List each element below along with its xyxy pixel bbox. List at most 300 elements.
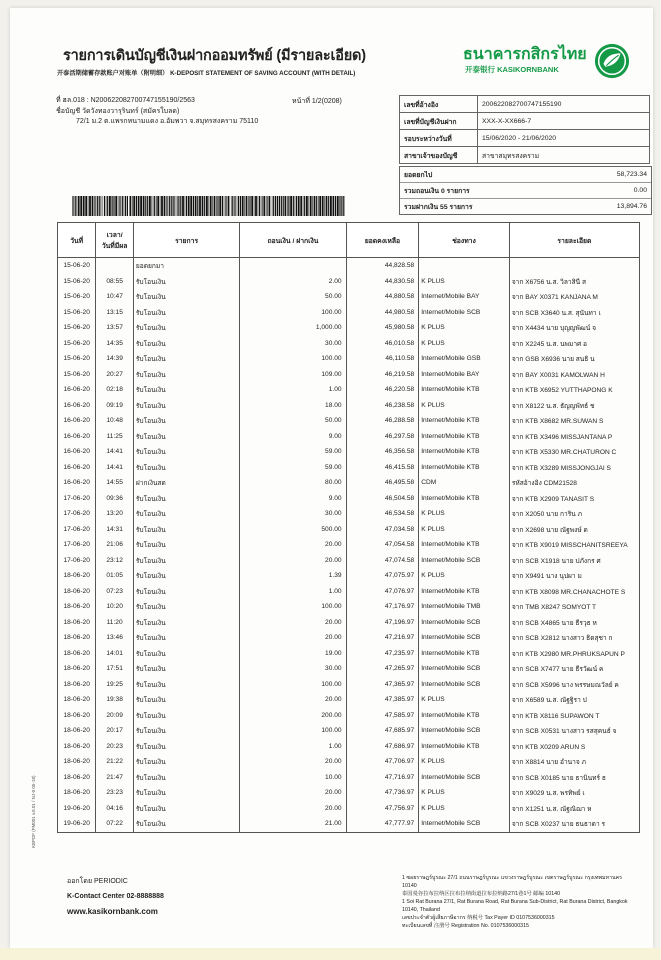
txn-detail: จาก X2050 นาย การิน ภ <box>509 506 639 522</box>
txn-item: รับโอนเงิน <box>133 770 239 786</box>
txn-time: 21:06 <box>96 537 134 553</box>
txn-balance: 47,736.97 <box>346 785 419 801</box>
txn-item: รับโอนเงิน <box>133 398 239 414</box>
txn-item: รับโอนเงิน <box>133 274 239 290</box>
website-link[interactable]: www.kasikornbank.com <box>67 907 158 916</box>
txn-date: 15-06-20 <box>58 274 96 290</box>
barcode-bar <box>224 196 225 216</box>
txn-item: ยอดยกมา <box>133 258 239 274</box>
txn-date: 16-06-20 <box>58 429 96 445</box>
barcode-bar <box>240 196 241 216</box>
txn-date: 18-06-20 <box>58 661 96 677</box>
barcode-bar <box>232 196 233 216</box>
barcode-bar <box>285 196 287 216</box>
barcode-bar <box>171 196 172 216</box>
txn-balance: 46,238.58 <box>346 398 419 414</box>
barcode-bar <box>269 196 271 216</box>
table-row <box>58 522 640 538</box>
txn-time: 21:22 <box>96 754 134 770</box>
barcode-bar <box>94 196 95 216</box>
txn-amount: 1.00 <box>240 739 346 755</box>
barcode-bar <box>298 196 300 216</box>
txn-item: รับโอนเงิน <box>133 646 239 662</box>
table-row <box>58 661 640 677</box>
txn-detail: จาก KTB X3496 MISSJANTANA P <box>509 429 639 445</box>
barcode-bar <box>266 196 267 216</box>
barcode-bar <box>193 196 194 216</box>
info-label: เลขที่บัญชีเงินฝาก <box>400 113 478 130</box>
barcode-bar <box>118 196 119 216</box>
table-row <box>58 444 640 460</box>
barcode-bar <box>167 196 168 216</box>
barcode-bar <box>95 196 96 216</box>
barcode-bar <box>132 196 133 216</box>
barcode-bar <box>101 196 102 216</box>
barcode-bar <box>185 196 186 216</box>
bank-logo <box>463 42 636 84</box>
barcode-bar <box>333 196 335 216</box>
barcode-bar <box>248 196 249 216</box>
table-row <box>58 801 640 817</box>
txn-time: 19:38 <box>96 692 134 708</box>
barcode-bar <box>328 196 329 216</box>
txn-date: 15-06-20 <box>58 320 96 336</box>
column-header: ช่องทาง <box>419 223 510 258</box>
barcode-bar <box>83 196 85 216</box>
txn-channel: K PLUS <box>419 336 510 352</box>
txn-item: รับโอนเงิน <box>133 289 239 305</box>
txn-item: รับโอนเงิน <box>133 351 239 367</box>
txn-detail: จาก KTB X5330 MR.CHATURON C <box>509 444 639 460</box>
barcode-bar <box>160 196 161 216</box>
txn-time: 23:12 <box>96 553 134 569</box>
txn-date: 18-06-20 <box>58 646 96 662</box>
barcode-bar <box>173 196 174 216</box>
txn-balance: 46,534.58 <box>346 506 419 522</box>
statement-page <box>10 8 653 948</box>
txn-time: 14:01 <box>96 646 134 662</box>
txn-amount: 20.00 <box>240 785 346 801</box>
txn-channel: Internet/Mobile TMB <box>419 599 510 615</box>
summary-label: รวมฝากเงิน 55 รายการ <box>404 204 473 211</box>
txn-date: 18-06-20 <box>58 723 96 739</box>
txn-date: 18-06-20 <box>58 708 96 724</box>
txn-amount: 59.00 <box>240 444 346 460</box>
txn-time: 14:31 <box>96 522 134 538</box>
barcode-bar <box>157 196 159 216</box>
txn-time: 09:19 <box>96 398 134 414</box>
barcode-bar <box>99 196 100 216</box>
txn-time: 13:20 <box>96 506 134 522</box>
txn-detail: จาก KTB X2980 MR.PHRUKSAPUN P <box>509 646 639 662</box>
txn-channel: Internet/Mobile SCB <box>419 553 510 569</box>
txn-balance: 47,265.97 <box>346 661 419 677</box>
txn-item: รับโอนเงิน <box>133 553 239 569</box>
barcode-bar <box>330 196 332 216</box>
barcode-bar <box>107 196 108 216</box>
table-row <box>58 537 640 553</box>
barcode-bar <box>176 196 177 216</box>
txn-channel: K PLUS <box>419 801 510 817</box>
barcode-bar <box>195 196 197 216</box>
barcode-bar <box>186 196 187 216</box>
column-header: ยอดคงเหลือ <box>346 223 419 258</box>
barcode-bar <box>343 196 344 216</box>
table-row <box>58 553 640 569</box>
summary-row <box>400 199 651 214</box>
txn-time: 14:55 <box>96 475 134 491</box>
barcode-bar <box>104 196 105 216</box>
txn-time: 02:18 <box>96 382 134 398</box>
barcode-bar <box>261 196 262 216</box>
table-row <box>58 320 640 336</box>
summary-row <box>400 183 651 199</box>
barcode-bar <box>258 196 259 216</box>
table-row <box>58 429 640 445</box>
txn-balance: 47,716.97 <box>346 770 419 786</box>
barcode-bar <box>206 196 208 216</box>
txn-time: 04:16 <box>96 801 134 817</box>
barcode-bar <box>314 196 316 216</box>
txn-time: 20:09 <box>96 708 134 724</box>
barcode-bar <box>75 196 76 216</box>
txn-amount: 109.00 <box>240 367 346 383</box>
customer-reference <box>56 96 258 128</box>
txn-date: 17-06-20 <box>58 553 96 569</box>
txn-item: รับโอนเงิน <box>133 630 239 646</box>
barcode-bar <box>127 196 128 216</box>
txn-item: รับโอนเงิน <box>133 599 239 615</box>
txn-date: 15-06-20 <box>58 258 96 274</box>
txn-balance: 45,980.58 <box>346 320 419 336</box>
barcode-bar <box>145 196 146 216</box>
txn-detail: จาก KTB X2909 TANASIT S <box>509 491 639 507</box>
barcode-bar <box>262 196 263 216</box>
txn-item: ฝากเงินสด <box>133 475 239 491</box>
txn-channel: Internet/Mobile KTB <box>419 460 510 476</box>
txn-item: รับโอนเงิน <box>133 816 239 832</box>
txn-channel: K PLUS <box>419 785 510 801</box>
barcode-bar <box>242 196 244 216</box>
txn-channel: K PLUS <box>419 320 510 336</box>
barcode-bar <box>204 196 205 216</box>
txn-time: 10:48 <box>96 413 134 429</box>
txn-detail: จาก SCB X7477 นาย ธีรวัฒน์ ค <box>509 661 639 677</box>
column-header: ถอนเงิน / ฝากเงิน <box>240 223 346 258</box>
txn-amount: 30.00 <box>240 506 346 522</box>
txn-date: 18-06-20 <box>58 785 96 801</box>
txn-amount: 10.00 <box>240 770 346 786</box>
txn-channel: Internet/Mobile KTB <box>419 739 510 755</box>
barcode-bar <box>102 196 103 216</box>
summary-value: 13,894.76 <box>616 203 647 210</box>
barcode-bar <box>97 196 98 216</box>
column-header: รายการ <box>133 223 239 258</box>
txn-item: รับโอนเงิน <box>133 429 239 445</box>
barcode-bar <box>78 196 80 216</box>
txn-amount: 20.00 <box>240 537 346 553</box>
txn-date: 16-06-20 <box>58 475 96 491</box>
txn-time: 20:23 <box>96 739 134 755</box>
txn-amount: 20.00 <box>240 801 346 817</box>
barcode-bar <box>272 196 273 216</box>
barcode-bar <box>77 196 78 216</box>
txn-channel <box>419 258 510 274</box>
barcode-bar <box>166 196 167 216</box>
txn-item: รับโอนเงิน <box>133 584 239 600</box>
txn-balance: 44,828.58 <box>346 258 419 274</box>
txn-time: 17:51 <box>96 661 134 677</box>
txn-amount: 100.00 <box>240 599 346 615</box>
table-row <box>58 398 640 414</box>
txn-detail: จาก X8814 นาย อำนาจ ภ <box>509 754 639 770</box>
barcode-bar <box>161 196 163 216</box>
info-label: รอบระหว่างวันที่ <box>400 130 478 147</box>
table-row <box>58 723 640 739</box>
table-row <box>58 630 640 646</box>
txn-detail: จาก KTB X0209 ARUN S <box>509 739 639 755</box>
barcode-bar <box>80 196 82 216</box>
txn-balance: 44,980.58 <box>346 305 419 321</box>
txn-date: 18-06-20 <box>58 584 96 600</box>
txn-time: 08:55 <box>96 274 134 290</box>
barcode-bar <box>106 196 107 216</box>
barcode-bar <box>216 196 217 216</box>
table-row <box>58 289 640 305</box>
txn-date: 18-06-20 <box>58 630 96 646</box>
txn-detail: จาก SCB X0531 นางสาว รสสุคนธ์ จ <box>509 723 639 739</box>
txn-channel: K PLUS <box>419 692 510 708</box>
barcode-bar <box>339 196 340 216</box>
txn-time <box>96 258 134 274</box>
barcode-bar <box>228 196 230 216</box>
txn-channel: Internet/Mobile KTB <box>419 708 510 724</box>
txn-time: 11:25 <box>96 429 134 445</box>
txn-time: 13:57 <box>96 320 134 336</box>
txn-amount: 100.00 <box>240 723 346 739</box>
txn-time: 11:20 <box>96 615 134 631</box>
barcode-bar <box>255 196 257 216</box>
barcode-bar <box>226 196 227 216</box>
txn-channel: Internet/Mobile KTB <box>419 413 510 429</box>
barcode-bar <box>73 196 74 216</box>
table-row <box>58 506 640 522</box>
barcode-bar <box>85 196 87 216</box>
barcode-bar <box>246 196 248 216</box>
txn-balance: 47,756.97 <box>346 801 419 817</box>
txn-channel: K PLUS <box>419 568 510 584</box>
txn-balance: 47,176.97 <box>346 599 419 615</box>
txn-channel: Internet/Mobile SCB <box>419 305 510 321</box>
summary-value: 0.00 <box>633 187 647 194</box>
txn-balance: 47,585.97 <box>346 708 419 724</box>
txn-item: รับโอนเงิน <box>133 305 239 321</box>
txn-amount: 20.00 <box>240 615 346 631</box>
barcode-bar <box>92 196 94 216</box>
txn-channel: Internet/Mobile BAY <box>419 289 510 305</box>
txn-detail: จาก SCB X1918 นาย ปภังกร ศ <box>509 553 639 569</box>
txn-detail: จาก X9029 น.ส. พรทิพย์ เ <box>509 785 639 801</box>
barcode-bar <box>72 196 73 216</box>
barcode-bar <box>304 196 305 216</box>
barcode-bar <box>259 196 260 216</box>
txn-channel: Internet/Mobile SCB <box>419 677 510 693</box>
txn-balance: 47,706.97 <box>346 754 419 770</box>
txn-time: 14:41 <box>96 460 134 476</box>
txn-channel: Internet/Mobile SCB <box>419 770 510 786</box>
txn-balance: 46,504.58 <box>346 491 419 507</box>
txn-amount: 18.00 <box>240 398 346 414</box>
table-row <box>58 305 640 321</box>
summary-row <box>400 167 651 183</box>
txn-channel: Internet/Mobile SCB <box>419 630 510 646</box>
txn-date: 15-06-20 <box>58 367 96 383</box>
txn-date: 18-06-20 <box>58 568 96 584</box>
statement-title: รายการเดินบัญชีเงินฝากออมทรัพย์ (มีรายละเอียด) <box>63 48 366 64</box>
txn-channel: K PLUS <box>419 274 510 290</box>
txn-item: รับโอนเงิน <box>133 615 239 631</box>
barcode-bar <box>122 196 123 216</box>
table-row <box>58 413 640 429</box>
barcode-bar <box>290 196 292 216</box>
barcode-bar <box>217 196 218 216</box>
txn-amount: 20.00 <box>240 754 346 770</box>
barcode-bar <box>326 196 328 216</box>
info-value: สาขาสมุทรสงคราม <box>478 147 650 164</box>
table-row <box>58 646 640 662</box>
summary-value: 58,723.34 <box>616 171 647 178</box>
txn-balance: 47,686.97 <box>346 739 419 755</box>
txn-date: 18-06-20 <box>58 739 96 755</box>
tax-id: เลขประจำตัวผู้เสียภาษีอากร 纳税号 Tax Payer ID 0107536000315 <box>402 915 555 921</box>
barcode-bar <box>275 196 276 216</box>
barcode-bar <box>267 196 268 216</box>
txn-channel: Internet/Mobile KTB <box>419 429 510 445</box>
barcode-bar <box>130 196 132 216</box>
barcode-bar <box>136 196 137 216</box>
summary-label: ยอดยกไป <box>404 172 433 179</box>
txn-amount: 1.00 <box>240 584 346 600</box>
issued-by: ออกโดย PERIODIC <box>67 878 128 885</box>
txn-date: 15-06-20 <box>58 351 96 367</box>
table-row <box>58 615 640 631</box>
barcode-bar <box>219 196 221 216</box>
txn-amount: 1.00 <box>240 382 346 398</box>
txn-item: รับโอนเงิน <box>133 708 239 724</box>
barcode-bar <box>281 196 282 216</box>
barcode-bar <box>225 196 226 216</box>
page-number: หน้าที่ 1/2(0208) <box>292 98 342 105</box>
barcode-bar <box>154 196 155 216</box>
summary-label: รวมถอนเงิน 0 รายการ <box>404 188 470 195</box>
txn-balance: 46,288.58 <box>346 413 419 429</box>
barcode-bar <box>177 196 178 216</box>
bank-name-english: 开泰银行 KASIKORNBANK <box>465 65 559 74</box>
barcode-bar <box>109 196 111 216</box>
txn-channel: K PLUS <box>419 398 510 414</box>
table-row <box>58 599 640 615</box>
txn-amount: 9.00 <box>240 491 346 507</box>
barcode-bar <box>254 196 255 216</box>
txn-channel: K PLUS <box>419 522 510 538</box>
txn-channel: Internet/Mobile BAY <box>419 367 510 383</box>
txn-balance: 47,075.97 <box>346 568 419 584</box>
txn-amount: 59.00 <box>240 460 346 476</box>
txn-detail: จาก BAY X0031 KAMOLWAN H <box>509 367 639 383</box>
txn-amount <box>240 258 346 274</box>
info-value: 200622082700747155190 <box>478 96 650 113</box>
barcode-bar <box>119 196 120 216</box>
table-row <box>58 584 640 600</box>
txn-item: รับโอนเงิน <box>133 367 239 383</box>
txn-amount: 50.00 <box>240 289 346 305</box>
txn-amount: 21.00 <box>240 816 346 832</box>
txn-date: 19-06-20 <box>58 801 96 817</box>
txn-detail: จาก KTB X9019 MISSCHANITSREEYA <box>509 537 639 553</box>
txn-time: 14:39 <box>96 351 134 367</box>
txn-item: รับโอนเงิน <box>133 739 239 755</box>
txn-balance: 46,495.58 <box>346 475 419 491</box>
txn-item: รับโอนเงิน <box>133 460 239 476</box>
txn-detail: จาก TMB X8247 SOMYOT T <box>509 599 639 615</box>
txn-amount: 100.00 <box>240 305 346 321</box>
txn-time: 07:22 <box>96 816 134 832</box>
txn-channel: Internet/Mobile SCB <box>419 615 510 631</box>
form-code: KBPDF (FM001 v.8.01 / NJ-0 05-18) <box>31 775 36 848</box>
txn-balance: 47,235.97 <box>346 646 419 662</box>
txn-date: 15-06-20 <box>58 289 96 305</box>
table-row <box>58 258 640 274</box>
barcode-bar <box>288 196 289 216</box>
barcode-bar <box>125 196 126 216</box>
barcode-bar <box>300 196 302 216</box>
txn-detail: จาก X8122 น.ส. ธัญญพัทธ์ ช <box>509 398 639 414</box>
info-value: XXX-X-XX666-7 <box>478 113 650 130</box>
table-row <box>58 491 640 507</box>
barcode-bar <box>164 196 166 216</box>
txn-amount: 30.00 <box>240 661 346 677</box>
txn-date: 15-06-20 <box>58 336 96 352</box>
txn-amount: 1.39 <box>240 568 346 584</box>
txn-balance: 47,034.58 <box>346 522 419 538</box>
txn-balance: 47,054.58 <box>346 537 419 553</box>
txn-detail: จาก SCB X3640 น.ส. สุนันทา เ <box>509 305 639 321</box>
barcode-bar <box>138 196 140 216</box>
barcode <box>72 196 346 216</box>
txn-balance: 47,365.97 <box>346 677 419 693</box>
barcode-bar <box>293 196 294 216</box>
txn-amount: 9.00 <box>240 429 346 445</box>
barcode-bar <box>324 196 325 216</box>
barcode-bar <box>341 196 342 216</box>
barcode-bar <box>152 196 153 216</box>
barcode-bar <box>295 196 296 216</box>
account-info-row <box>400 113 650 130</box>
txn-amount: 1,000.00 <box>240 320 346 336</box>
table-row <box>58 770 640 786</box>
txn-item: รับโอนเงิน <box>133 506 239 522</box>
txn-date: 18-06-20 <box>58 692 96 708</box>
account-info-row <box>400 96 650 113</box>
column-header: เวลา/ วันที่มีผล <box>96 223 134 258</box>
table-row <box>58 816 640 832</box>
barcode-bar <box>113 196 114 216</box>
txn-balance: 46,356.58 <box>346 444 419 460</box>
txn-amount: 19.00 <box>240 646 346 662</box>
address-thai: 1 ซอยราษฎร์บูรณะ 27/1 ถนนราษฎร์บูรณะ แขวงราษฎร์บูรณะ เขตราษฎร์บูรณะ กรุงเทพมหานคร 10140 <box>402 875 622 889</box>
txn-date: 16-06-20 <box>58 460 96 476</box>
table-row <box>58 754 640 770</box>
